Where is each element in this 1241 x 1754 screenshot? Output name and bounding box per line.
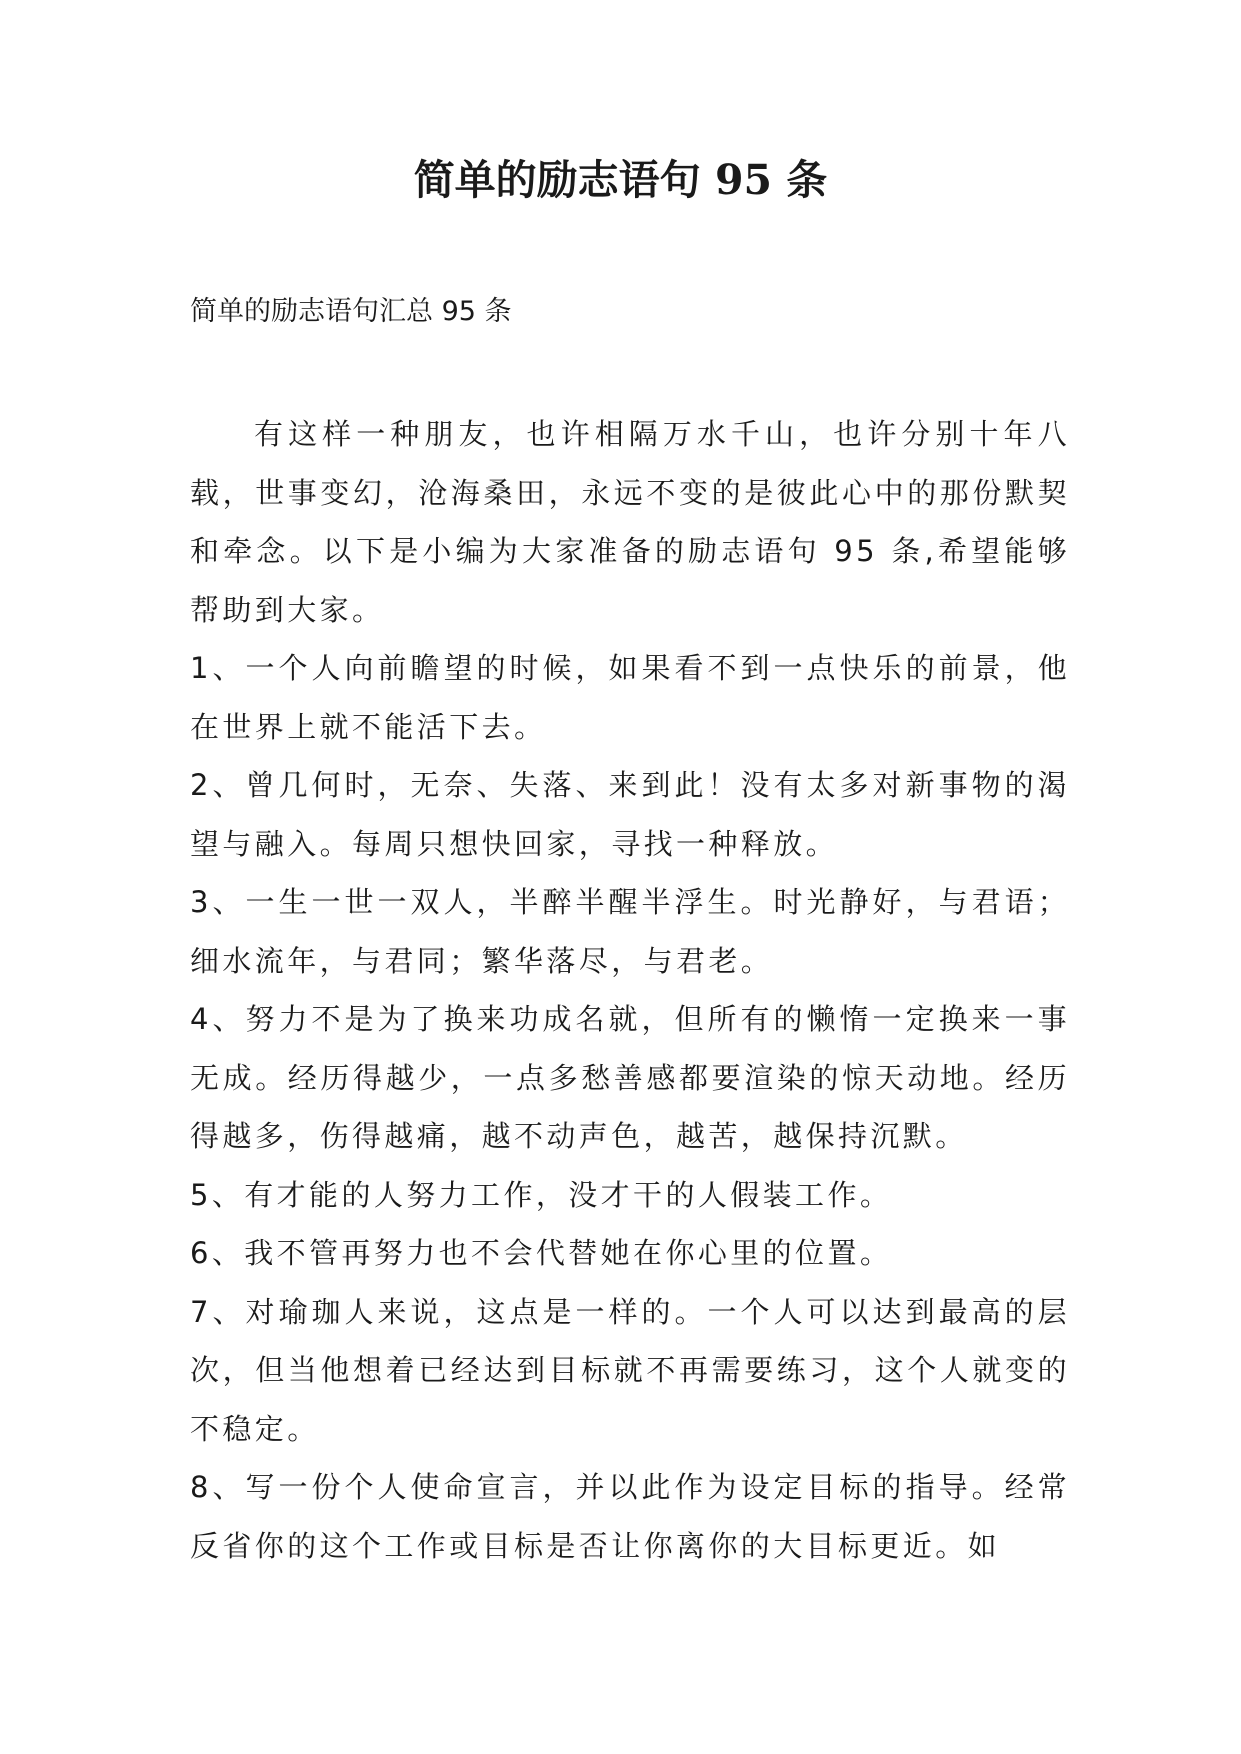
list-item: 6、我不管再努力也不会代替她在你心里的位置。 — [190, 1236, 893, 1270]
list-item: 2、曾几何时，无奈、失落、来到此！没有太多对新事物的渴望与融入。每周只想快回家，寻找一种释放。 — [190, 768, 1070, 861]
intro-paragraph: 有这样一种朋友，也许相隔万水千山，也许分别十年八载，世事变幻，沧海桑田，永远不变的是彼此心中的那份默契和牵念。以下是小编为大家准备的励志语句 95 条,希望能够帮助到大家。 — [190, 417, 1070, 627]
document-subtitle: 简单的励志语句汇总 95 条 — [190, 296, 512, 327]
list-item: 7、对瑜珈人来说，这点是一样的。一个人可以达到最高的层次，但当他想着已经达到目标就不再需要练习，这个人就变的不稳定。 — [190, 1294, 1070, 1446]
list-item: 3、一生一世一双人，半醉半醒半浮生。时光静好，与君语；细水流年，与君同；繁华落尽，与君老。 — [190, 885, 1070, 978]
list-item: 8、写一份个人使命宣言，并以此作为设定目标的指导。经常反省你的这个工作或目标是否让你离你的大目标更近。如 — [190, 1470, 1070, 1563]
list-item: 5、有才能的人努力工作，没才干的人假装工作。 — [190, 1177, 893, 1212]
document-title: 简单的励志语句 95 条 — [413, 156, 828, 204]
list-item: 1、一个人向前瞻望的时候，如果看不到一点快乐的前景，他在世界上就不能活下去。 — [190, 651, 1070, 744]
list-item: 4、努力不是为了换来功成名就，但所有的懒惰一定换来一事无成。经历得越少，一点多愁善感都要渲染的惊天动地。经历得越多，伤得越痛，越不动声色，越苦，越保持沉默。 — [190, 1002, 1070, 1153]
document-body — [190, 405, 1070, 1575]
